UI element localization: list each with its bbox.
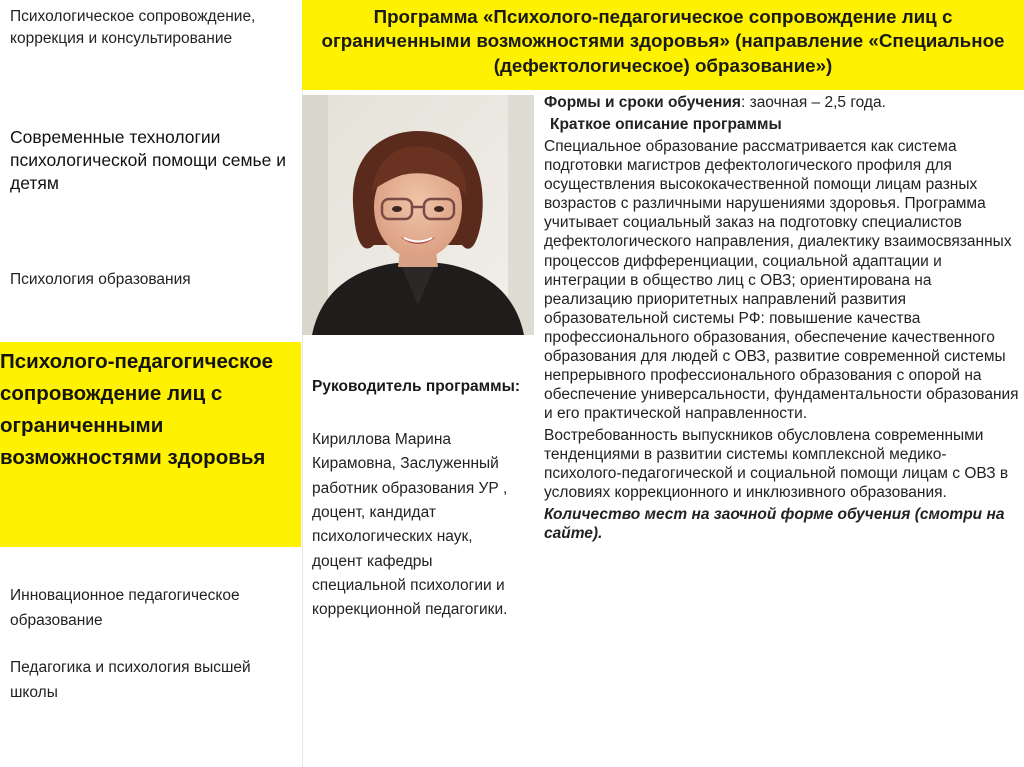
leader-heading: Руководитель программы:: [312, 378, 521, 395]
leader-photo: [302, 95, 534, 335]
program-item-innovative-education[interactable]: Инновационное педагогическое образование: [10, 587, 240, 629]
summary-paragraph-1: Специальное образование рассматривается как система подготовки магистров дефектологического профиля для осуществления высококачественной помощи лицам разных возрастов с различными нарушениями здоровья. Программа учитывает социальный заказ на подготовку специалистов дефектологического направления, диалектику взаимосвязанных процессов дифференциации, социальной адаптации и интеграции в общество лиц с ОВЗ; ориентирована на реализацию приоритетных направлений развития образовательной системы РФ: повышение качества профессионального образования, обеспечение качественного образования для людей с ОВЗ, развитие современной системы непрерывного профессионального образования с опорой на обеспечение универсальности, фундаментальности образования и его практической направленности.: [544, 138, 1019, 422]
summary-paragraph-2: Востребованность выпускников обусловлена современными тенденциями в развитии системы комплексной медико-психолого-педагогической и социальной помощи лицам с ОВЗ в условиях коррекционного и инклюзивного образования.: [544, 427, 1009, 502]
summary-heading: Краткое описание программы: [550, 116, 782, 134]
program-title-banner: [302, 0, 1024, 90]
portrait-illustration: [302, 95, 534, 335]
program-title: Программа «Психолого-педагогическое сопровождение лиц с ограниченными возможностями здоровья» (направление «Специальное (дефектологическое) образование»): [321, 6, 1005, 76]
program-item-selected-label: Психолого-педагогическое сопровождение лиц с ограниченными возможностями здоровья: [0, 350, 274, 469]
program-item-selected[interactable]: [0, 342, 301, 547]
program-item-education-psychology[interactable]: Психология образования: [10, 271, 191, 288]
program-item-psych-support[interactable]: Психологическое сопровождение, коррекция и консультирование: [10, 8, 256, 48]
study-form-line: [544, 93, 1020, 112]
study-form-value: : заочная – 2,5 года.: [740, 94, 886, 111]
program-item-family-help[interactable]: Современные технологии психологической помощи семье и детям: [10, 127, 287, 193]
study-form-label: Формы и сроки обучения: [544, 94, 741, 111]
program-item-higher-school[interactable]: Педагогика и психология высшей школы: [10, 659, 251, 701]
program-details: [544, 93, 1020, 546]
leader-description: Кириллова Марина Кирамовна, Заслуженный работник образования УР , доцент, кандидат психологических наук, доцент кафедры специальной психологии и коррекционной педагогики.: [312, 431, 508, 619]
places-note: Количество мест на заочной форме обучения (смотри на сайте).: [544, 506, 1005, 543]
